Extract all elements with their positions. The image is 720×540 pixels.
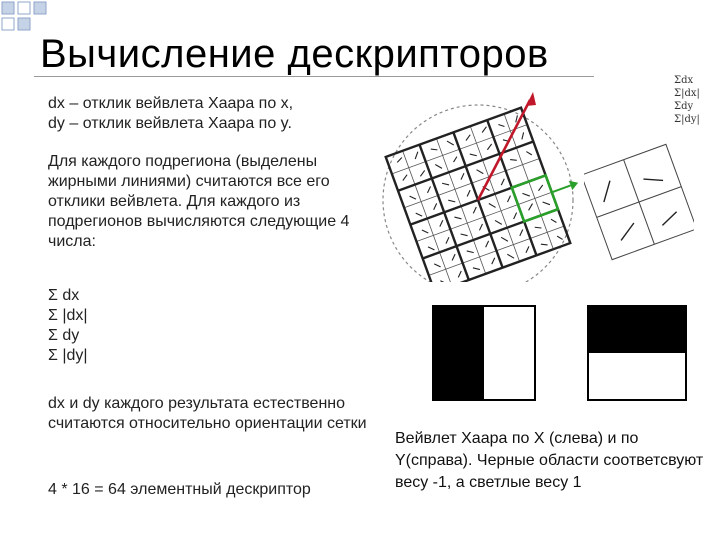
orientation-note: dx и dy каждого результата естественно считаются относительно ориентации сетки (48, 395, 367, 432)
legend-sum-abs-dy: Σ|dy| (674, 114, 700, 125)
haar-y-negative-region (589, 307, 685, 353)
sum-abs-dy: Σ |dy| (48, 347, 88, 364)
subregion-zoom-figure (584, 130, 694, 280)
dy-definition: dy – отклик вейвлета Хаара по y. (48, 115, 292, 132)
haar-x-positive-region (484, 307, 534, 399)
sum-legend (674, 74, 700, 126)
page-title: Вычисление дескрипторов (40, 32, 549, 76)
sum-list (48, 286, 248, 366)
subregion-description: Для каждого подрегиона (выделены жирными линиями) считаются все его отклики вейвлета. Для каждого из подрегионов вычисляются следующие 4 числа: (48, 153, 350, 250)
haar-caption: Вейвлет Хаара по X (слева) и по Y(справа). Черные области соответсвуют весу -1, а светлые весу 1 (395, 430, 704, 491)
sum-dx: Σ dx (48, 287, 80, 304)
haar-wavelet-x (432, 305, 536, 401)
legend-sum-dx: Σdx (674, 75, 694, 86)
sum-dy: Σ dy (48, 327, 80, 344)
haar-y-positive-region (589, 353, 685, 399)
definitions-block (48, 94, 378, 134)
dx-definition: dx – отклик вейвлета Хаара по x, (48, 95, 294, 112)
haar-x-negative-region (434, 307, 484, 399)
descriptor-size: 4 * 16 = 64 элементный дескриптор (48, 481, 311, 498)
rotated-grid-figure (378, 72, 588, 282)
sum-abs-dx: Σ |dx| (48, 307, 88, 324)
haar-wavelet-y (587, 305, 687, 401)
legend-sum-abs-dx: Σ|dx| (674, 88, 700, 99)
legend-sum-dy: Σdy (674, 101, 694, 112)
